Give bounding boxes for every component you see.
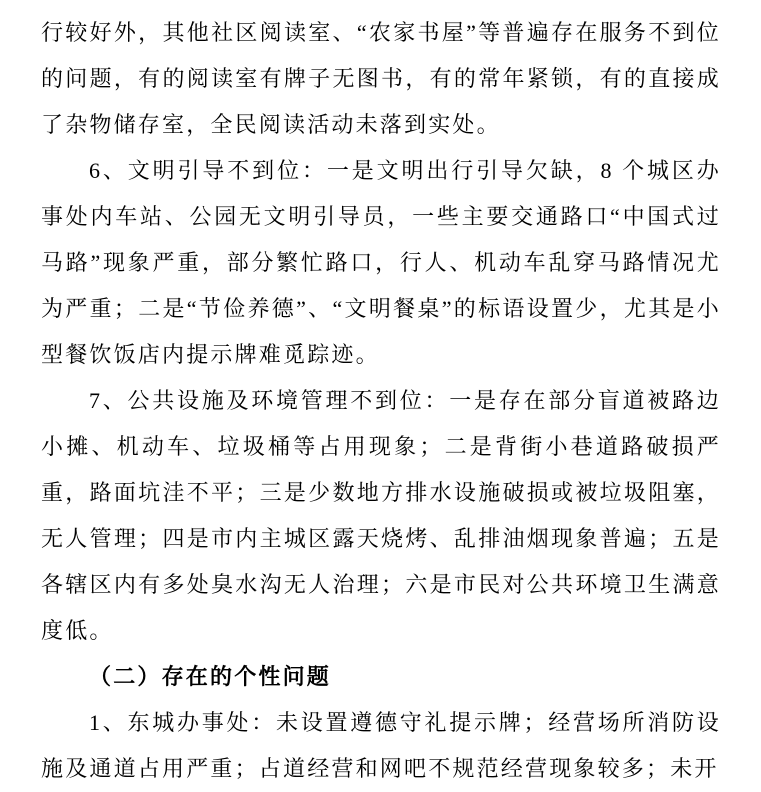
section-heading: （二）存在的个性问题 xyxy=(89,664,332,689)
paragraph-continuation: 行较好外，其他社区阅读室、“农家书屋”等普遍存在服务不到位的问题，有的阅读室有牌子无图书，有的常年紧锁，有的直接成了杂物储存室，全民阅读活动未落到实处。 xyxy=(41,20,721,137)
paragraph-item-1-dongcheng: 1、东城办事处：未设置遵德守礼提示牌；经营场所消防设施及通道占用严重；占道经营和网吧不规范经营现象较多；未开 xyxy=(41,710,721,781)
paragraph-item-7: 7、公共设施及环境管理不到位：一是存在部分盲道被路边小摊、机动车、垃圾桶等占用现象；二是背街小巷道路破损严重，路面坑洼不平；三是少数地方排水设施破损或被垃圾阻塞，无人管理；四是市内主城区露天烧烤、乱排油烟现象普遍；五是各辖区内有多处臭水沟无人治理；六是市民对公共环境卫生满意度低。 xyxy=(41,388,721,643)
paragraph-item-6: 6、文明引导不到位：一是文明出行引导欠缺，8 个城区办事处内车站、公园无文明引导员，一些主要交通路口“中国式过马路”现象严重，部分繁忙路口，行人、机动车乱穿马路情况尤为严重；二是“节俭养德”、“文明餐桌”的标语设置少，尤其是小型餐饮饭店内提示牌难觅踪迹。 xyxy=(41,158,721,367)
document-body xyxy=(41,10,721,792)
